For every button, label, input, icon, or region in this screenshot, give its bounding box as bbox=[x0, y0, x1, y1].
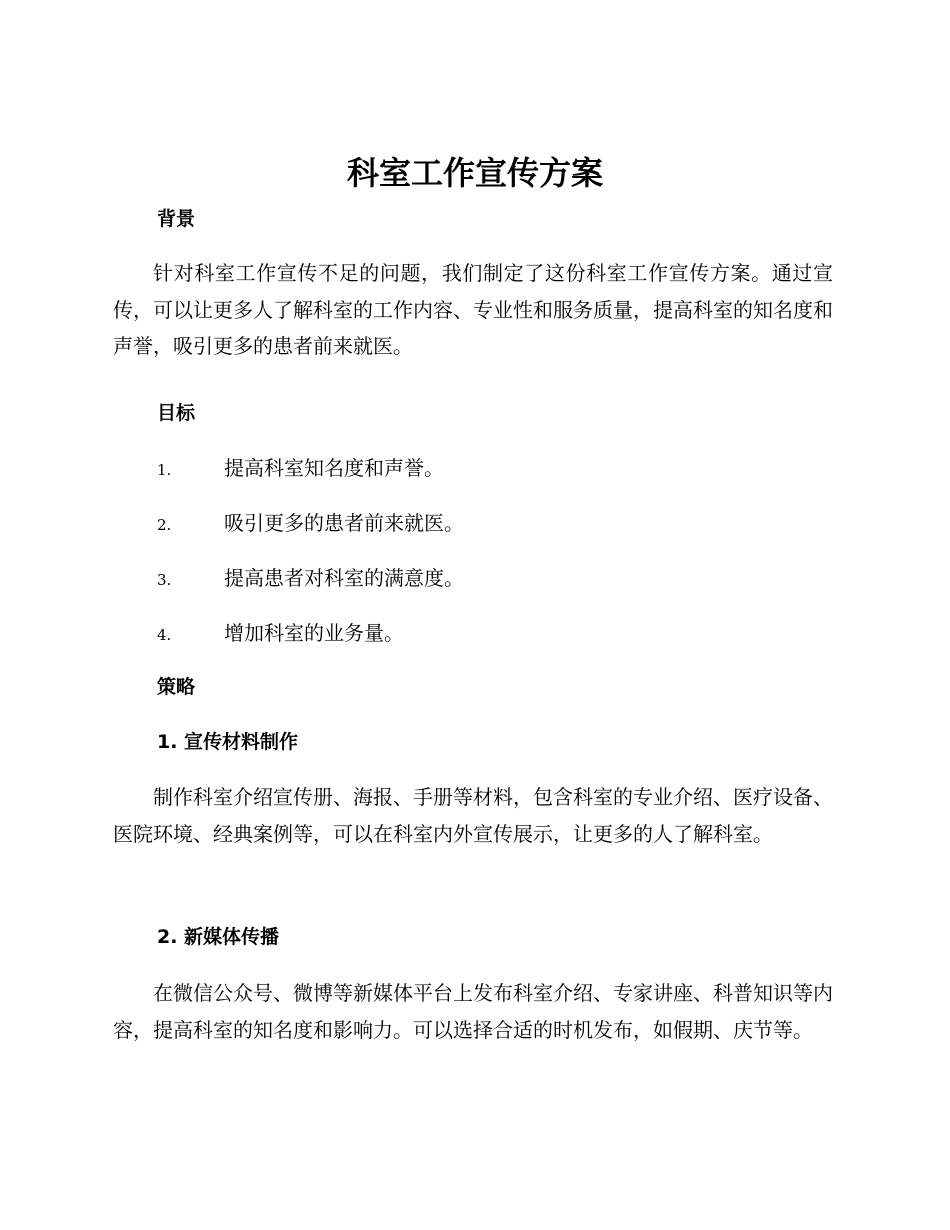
section-heading-strategy: 策略 bbox=[157, 676, 196, 698]
list-item bbox=[157, 453, 837, 485]
background-paragraph: 针对科室工作宣传不足的问题，我们制定了这份科室工作宣传方案。通过宣传，可以让更多人了解科室的工作内容、专业性和服务质量，提高科室的知名度和声誉，吸引更多的患者前来就医。 bbox=[113, 261, 833, 358]
list-item-text: 提高患者对科室的满意度。 bbox=[224, 566, 464, 590]
subsection-heading-materials: 1. 宣传材料制作 bbox=[157, 731, 299, 753]
list-item-text: 吸引更多的患者前来就医。 bbox=[224, 511, 464, 535]
section-heading-goals: 目标 bbox=[157, 402, 196, 424]
subsection-heading-new-media: 2. 新媒体传播 bbox=[157, 926, 280, 948]
materials-paragraph: 制作科室介绍宣传册、海报、手册等材料，包含科室的专业介绍、医疗设备、医院环境、经典案例等，可以在科室内外宣传展示，让更多的人了解科室。 bbox=[113, 785, 833, 846]
section-heading-background: 背景 bbox=[157, 208, 196, 230]
document-title: 科室工作宣传方案 bbox=[346, 154, 603, 192]
list-item bbox=[157, 508, 837, 540]
list-item bbox=[157, 618, 837, 650]
list-item-number: 4. bbox=[157, 626, 172, 644]
list-item-text: 增加科室的业务量。 bbox=[224, 621, 404, 645]
list-item-text: 提高科室知名度和声誉。 bbox=[224, 456, 444, 480]
new-media-paragraph: 在微信公众号、微博等新媒体平台上发布科室介绍、专家讲座、科普知识等内容，提高科室的知名度和影响力。可以选择合适的时机发布，如假期、庆节等。 bbox=[113, 981, 833, 1042]
list-item-number: 1. bbox=[157, 461, 172, 479]
list-item bbox=[157, 563, 837, 595]
list-item-number: 3. bbox=[157, 571, 172, 589]
list-item-number: 2. bbox=[157, 516, 172, 534]
